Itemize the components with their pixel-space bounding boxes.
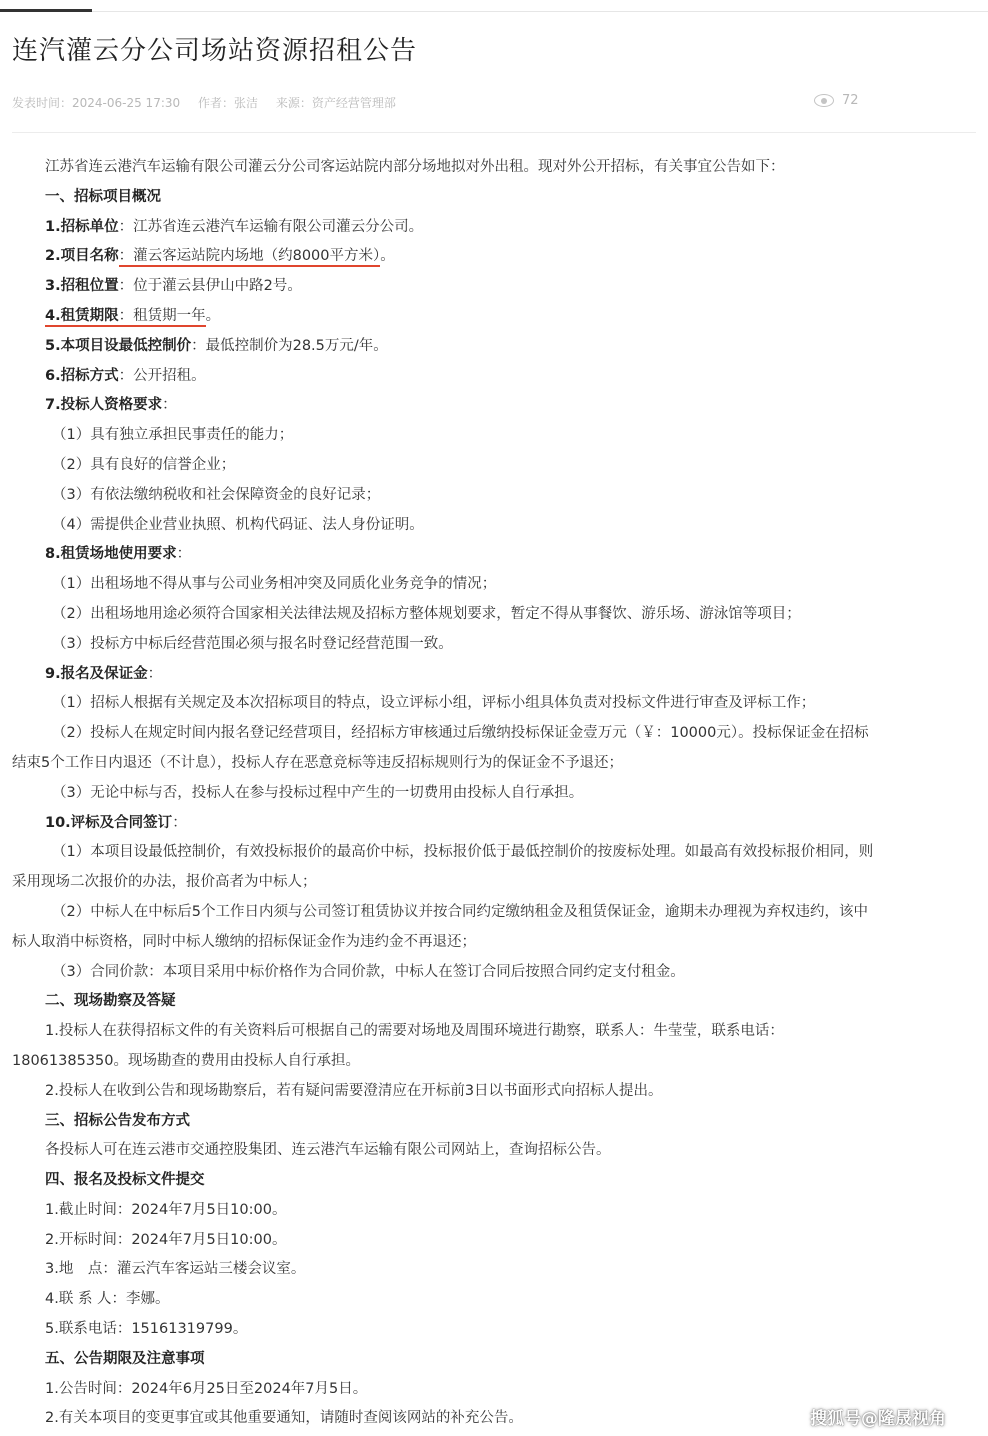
section-2-item-1: 1.投标人在获得招标文件的有关资料后可根据自己的需要对场地及周围环境进行勘察，联系人：牛莹莹，联系电话： (45, 1023, 784, 1040)
section-4-item-1: 1.截止时间：2024年7月5日10:00。 (45, 1201, 287, 1218)
item-9-2-cont: 结束5个工作日内退还（不计息），投标人存在恶意竞标等违反招标规则行为的保证金不予退还； (12, 754, 623, 771)
item-7-1: （1）具有独立承担民事责任的能力； (52, 427, 294, 444)
section-4-item-4: 4.联 系 人：李娜。 (45, 1291, 170, 1308)
author: 作者：张洁 (197, 96, 258, 110)
item-7-2: （2）具有良好的信誉企业； (52, 456, 236, 473)
item-7: 7.投标人资格要求： (45, 397, 177, 414)
intro-paragraph: 江苏省连云港汽车运输有限公司灌云分公司客运站院内部分场地拟对外出租。现对外公开招标，有关事宜公告如下： (45, 159, 785, 175)
item-1: 1.招标单位：江苏省连云港汽车运输有限公司灌云分公司。 (45, 218, 424, 235)
top-bar-track (0, 11, 988, 12)
article-meta (12, 94, 410, 111)
item-7-4: （4）需提供企业营业执照、机构代码证、法人身份证明。 (52, 516, 424, 533)
item-5: 5.本项目设最低控制价：最低控制价为28.5万元/年。 (45, 337, 388, 354)
section-4-item-3: 3.地 点：灌云汽车客运站三楼会议室。 (45, 1261, 306, 1278)
header-divider (12, 132, 976, 133)
section-4-item-2: 2.开标时间：2024年7月5日10:00。 (45, 1231, 287, 1248)
section-heading-5: 五、公告期限及注意事项 (45, 1350, 205, 1367)
item-9-1: （1）招标人根据有关规定及本次招标项目的特点，设立评标小组，评标小组具体负责对投标文件进行审查及评标工作； (52, 695, 816, 712)
section-4-item-5: 5.联系电话：15161319799。 (45, 1321, 248, 1338)
item-6: 6.招标方式：公开招租。 (45, 367, 206, 384)
section-heading-1: 一、招标项目概况 (45, 188, 161, 205)
highlight-underline: ：租赁期一年 (119, 308, 206, 327)
section-heading-3: 三、招标公告发布方式 (45, 1112, 190, 1129)
item-9: 9.报名及保证金： (45, 665, 163, 682)
item-7-3: （3）有依法缴纳税收和社会保障资金的良好记录； (52, 486, 381, 503)
item-9-3: （3）无论中标与否，投标人在参与投标过程中产生的一切费用由投标人自行承担。 (52, 784, 584, 801)
item-8-3: （3）投标方中标后经营范围必须与报名时登记经营范围一致。 (52, 635, 453, 652)
source: 来源：资产经营管理部 (275, 96, 396, 110)
publish-time: 发表时间：2024-06-25 17:30 (12, 96, 181, 110)
view-count-value: 72 (842, 93, 859, 108)
item-10-1-cont: 采用现场二次报价的办法，报价高者为中标人； (12, 874, 317, 891)
item-8-2: （2）出租场地用途必须符合国家相关法律法规及招标方整体规划要求，暂定不得从事餐饮、游乐场、游泳馆等项目； (52, 605, 801, 622)
section-2-item-1-cont: 18061385350。现场勘查的费用由投标人自行承担。 (12, 1052, 360, 1069)
top-bar-accent (0, 9, 92, 12)
highlight-underline: ：灌云客运站院内场地（约8000平方米） (119, 248, 381, 267)
section-5-item-1: 1.公告时间：2024年6月25日至2024年7月5日。 (45, 1380, 368, 1397)
section-heading-4: 四、报名及投标文件提交 (45, 1172, 205, 1189)
item-10-1: （1）本项目设最低控制价，有效投标报价的最高价中标，投标报价低于最低控制价的按废标处理。如最高有效投标报价相同，则 (52, 844, 874, 861)
sohu-watermark: 搜狐号@隆晟视角 (810, 1409, 946, 1429)
item-3: 3.招租位置：位于灌云县伊山中路2号。 (45, 278, 302, 295)
item-8: 8.租赁场地使用要求： (45, 546, 192, 563)
item-10: 10.评标及合同签订： (45, 814, 187, 831)
item-4: 4.租赁期限：租赁期一年。 (12, 302, 978, 332)
article-body (12, 153, 978, 1434)
item-10-2-cont: 标人取消中标资格，同时中标人缴纳的招标保证金作为违约金不再退还； (12, 933, 476, 950)
item-8-1: （1）出租场地不得从事与公司业务相冲突及同质化业务竞争的情况； (52, 576, 497, 593)
section-2-item-2: 2.投标人在收到公告和现场勘察后，若有疑问需要澄清应在开标前3日以书面形式向招标人提出。 (45, 1082, 663, 1099)
top-progress-bar (0, 0, 988, 12)
article-title: 连汽灌云分公司场站资源招租公告 (12, 36, 418, 66)
eye-icon (814, 94, 834, 107)
view-count (814, 93, 859, 108)
item-10-2: （2）中标人在中标后5个工作日内须与公司签订租赁协议并按合同约定缴纳租金及租赁保证金，逾期未办理视为弃权违约，该中 (52, 903, 868, 920)
item-10-3: （3）合同价款：本项目采用中标价格作为合同价款，中标人在签订合同后按照合同约定支付租金。 (52, 963, 685, 980)
item-2: 2.项目名称：灌云客运站院内场地（约8000平方米）。 (12, 242, 978, 272)
section-heading-2: 二、现场勘察及答疑 (45, 993, 176, 1010)
item-9-2: （2）投标人在规定时间内报名登记经营项目，经招标方审核通过后缴纳投标保证金壹万元（￥：10000元）。投标保证金在招标 (52, 725, 869, 742)
section-3-item-1: 各投标人可在连云港市交通控股集团、连云港汽车运输有限公司网站上，查询招标公告。 (45, 1142, 611, 1159)
section-5-item-2: 2.有关本项目的变更事宜或其他重要通知，请随时查阅该网站的补充公告。 (45, 1410, 523, 1427)
